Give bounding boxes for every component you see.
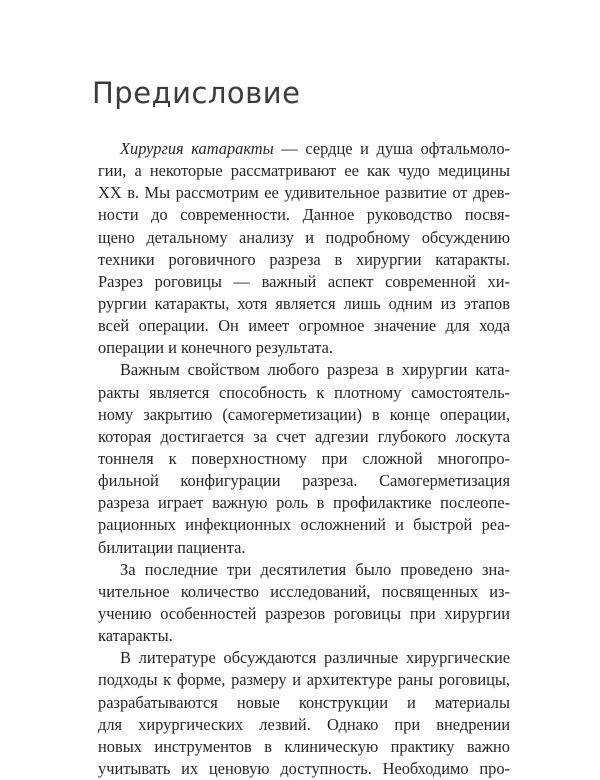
text-line: учитывать их ценовую доступность. Необходимо про- [98, 758, 510, 778]
text-line: рационных инфекционных осложнений и быстрой реа- [98, 515, 510, 535]
text-line: фильной конфигурации разреза. Самогерметизация [98, 471, 510, 491]
text-line: всей операции. Он имеет огромное значение для хода [98, 316, 510, 336]
text-line: XX в. Мы рассмотрим ее удивительное развитие от древ- [98, 183, 510, 203]
text-line: гии, а некоторые рассматривают ее как чудо медицины [98, 161, 510, 181]
text-line: подходы к форме, размеру и архитектуре раны роговицы, [98, 670, 510, 690]
text-line [98, 138, 510, 160]
text-line: разрабатываются новые конструкции и материалы [98, 692, 510, 712]
text-line: Разрез роговицы — важный аспект современной хи- [98, 271, 510, 291]
text-line: В литературе обсуждаются различные хирургические [120, 648, 510, 668]
text-line: ности до современности. Данное руководство посвя- [98, 205, 510, 225]
text-line: рургии катаракты, хотя является лишь одним из этапов [98, 293, 510, 313]
text-line: операции и конечного результата. [98, 338, 334, 358]
text-line: Важным свойством любого разреза в хирургии ката- [120, 360, 510, 380]
text-line: билитации пациента. [98, 537, 246, 557]
text-line: чительное количество исследований, посвященных из- [98, 581, 510, 601]
text-line: тоннеля к поверхностному при сложной многопро- [98, 448, 510, 468]
text-line: учению особенностей разрезов роговицы при хирургии [98, 603, 510, 623]
text-line: щено детальному анализу и подробному обсуждению [98, 227, 510, 247]
text-line: ному закрытию (самогерметизации) в конце операции, [98, 404, 510, 424]
text-line: для хирургических лезвий. Однако при внедрении [98, 714, 510, 734]
text-line: За последние три десятилетия было проведено зна- [120, 559, 510, 579]
text-line: техники роговичного разреза в хирургии катаракты. [98, 249, 510, 269]
text-line: катаракты. [98, 626, 173, 646]
text-line-rest: — сердце и душа офтальмоло- [273, 139, 510, 158]
text-line: разреза играет важную роль в профилактике послеопе- [98, 493, 510, 513]
body-text [98, 138, 510, 780]
text-line: которая достигается за счет адгезии глубокого лоскута [98, 426, 510, 446]
text-line: новых инструментов в клиническую практику важно [98, 736, 510, 756]
page-title: Предисловие [92, 76, 301, 110]
italic-term: Хирургия катаракты [120, 139, 274, 158]
text-line: ракты является способность к плотному самостоятель- [98, 382, 510, 402]
